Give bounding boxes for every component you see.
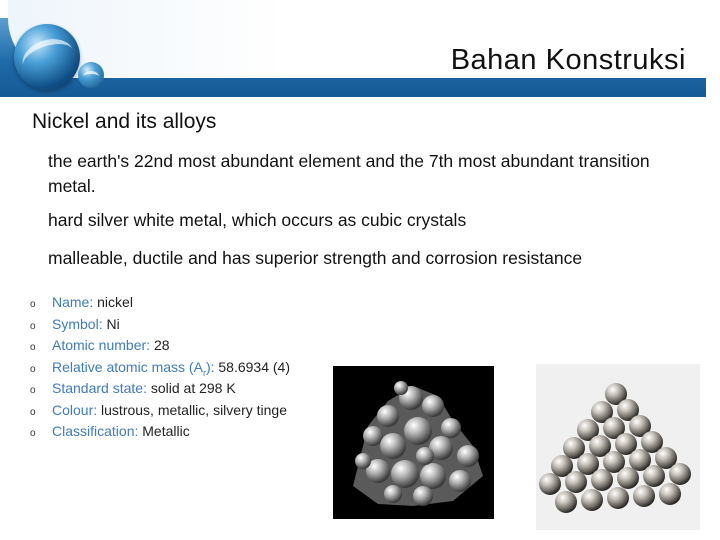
- bullet-icon: o: [30, 299, 36, 310]
- list-item: o Symbol: Ni: [30, 314, 290, 336]
- list-item: o Relative atomic mass $(A_r)$: 58.6934 (4): [30, 357, 290, 379]
- property-label: Atomic number: [52, 337, 147, 353]
- element-properties-list: [30, 292, 290, 443]
- paragraph-appearance: hard silver white metal, which occurs as cubic crystals: [48, 210, 467, 230]
- property-value: Ni: [106, 315, 120, 332]
- property-value: 58.6934 (4): [218, 358, 290, 375]
- property-value: Metallic: [142, 423, 190, 439]
- bullet-icon: o: [30, 406, 36, 418]
- property-label: Relative atomic mass (A: [52, 358, 203, 375]
- small-globe-icon: [78, 62, 104, 88]
- nickel-crystal-photo: [333, 366, 494, 519]
- property-label: Colour: [52, 401, 94, 418]
- bullet-icon: o: [30, 363, 36, 375]
- list-item: o Classification: Metallic: [30, 421, 290, 443]
- bullet-icon: o: [30, 320, 36, 332]
- slide-header: [0, 0, 720, 98]
- list-item: o Colour: lustrous, metallic, silvery tinge: [30, 400, 290, 422]
- slide-title: Bahan Konstruksi: [450, 44, 686, 76]
- bullet-icon: o: [30, 428, 36, 439]
- property-label-subscript: r: [202, 367, 206, 378]
- property-label: Symbol: [52, 315, 99, 332]
- section-heading: Nickel and its alloys: [32, 110, 217, 133]
- list-item: o Standard state: solid at 298 K: [30, 378, 290, 400]
- paragraph-properties: malleable, ductile and has superior strength and corrosion resistance: [48, 248, 583, 268]
- property-value: 28: [153, 337, 170, 353]
- property-label: Name: [52, 294, 90, 310]
- property-value: solid at 298 K: [150, 380, 236, 396]
- paragraph-abundance: the earth's 22nd most abundant element and the 7th most abundant transition metal.: [48, 151, 650, 196]
- bullet-icon: o: [30, 385, 36, 396]
- property-label: Classification: [52, 423, 135, 439]
- property-value: lustrous, metallic, silvery tinge: [101, 401, 287, 418]
- property-label: Standard state: [52, 380, 144, 396]
- list-item: o Name: nickel: [30, 292, 290, 314]
- list-item: o Atomic number: 28: [30, 335, 290, 357]
- property-label-end: ): [205, 358, 211, 375]
- bullet-icon: o: [30, 342, 36, 353]
- property-value: nickel: [97, 294, 133, 310]
- nickel-balls-photo: [536, 364, 700, 530]
